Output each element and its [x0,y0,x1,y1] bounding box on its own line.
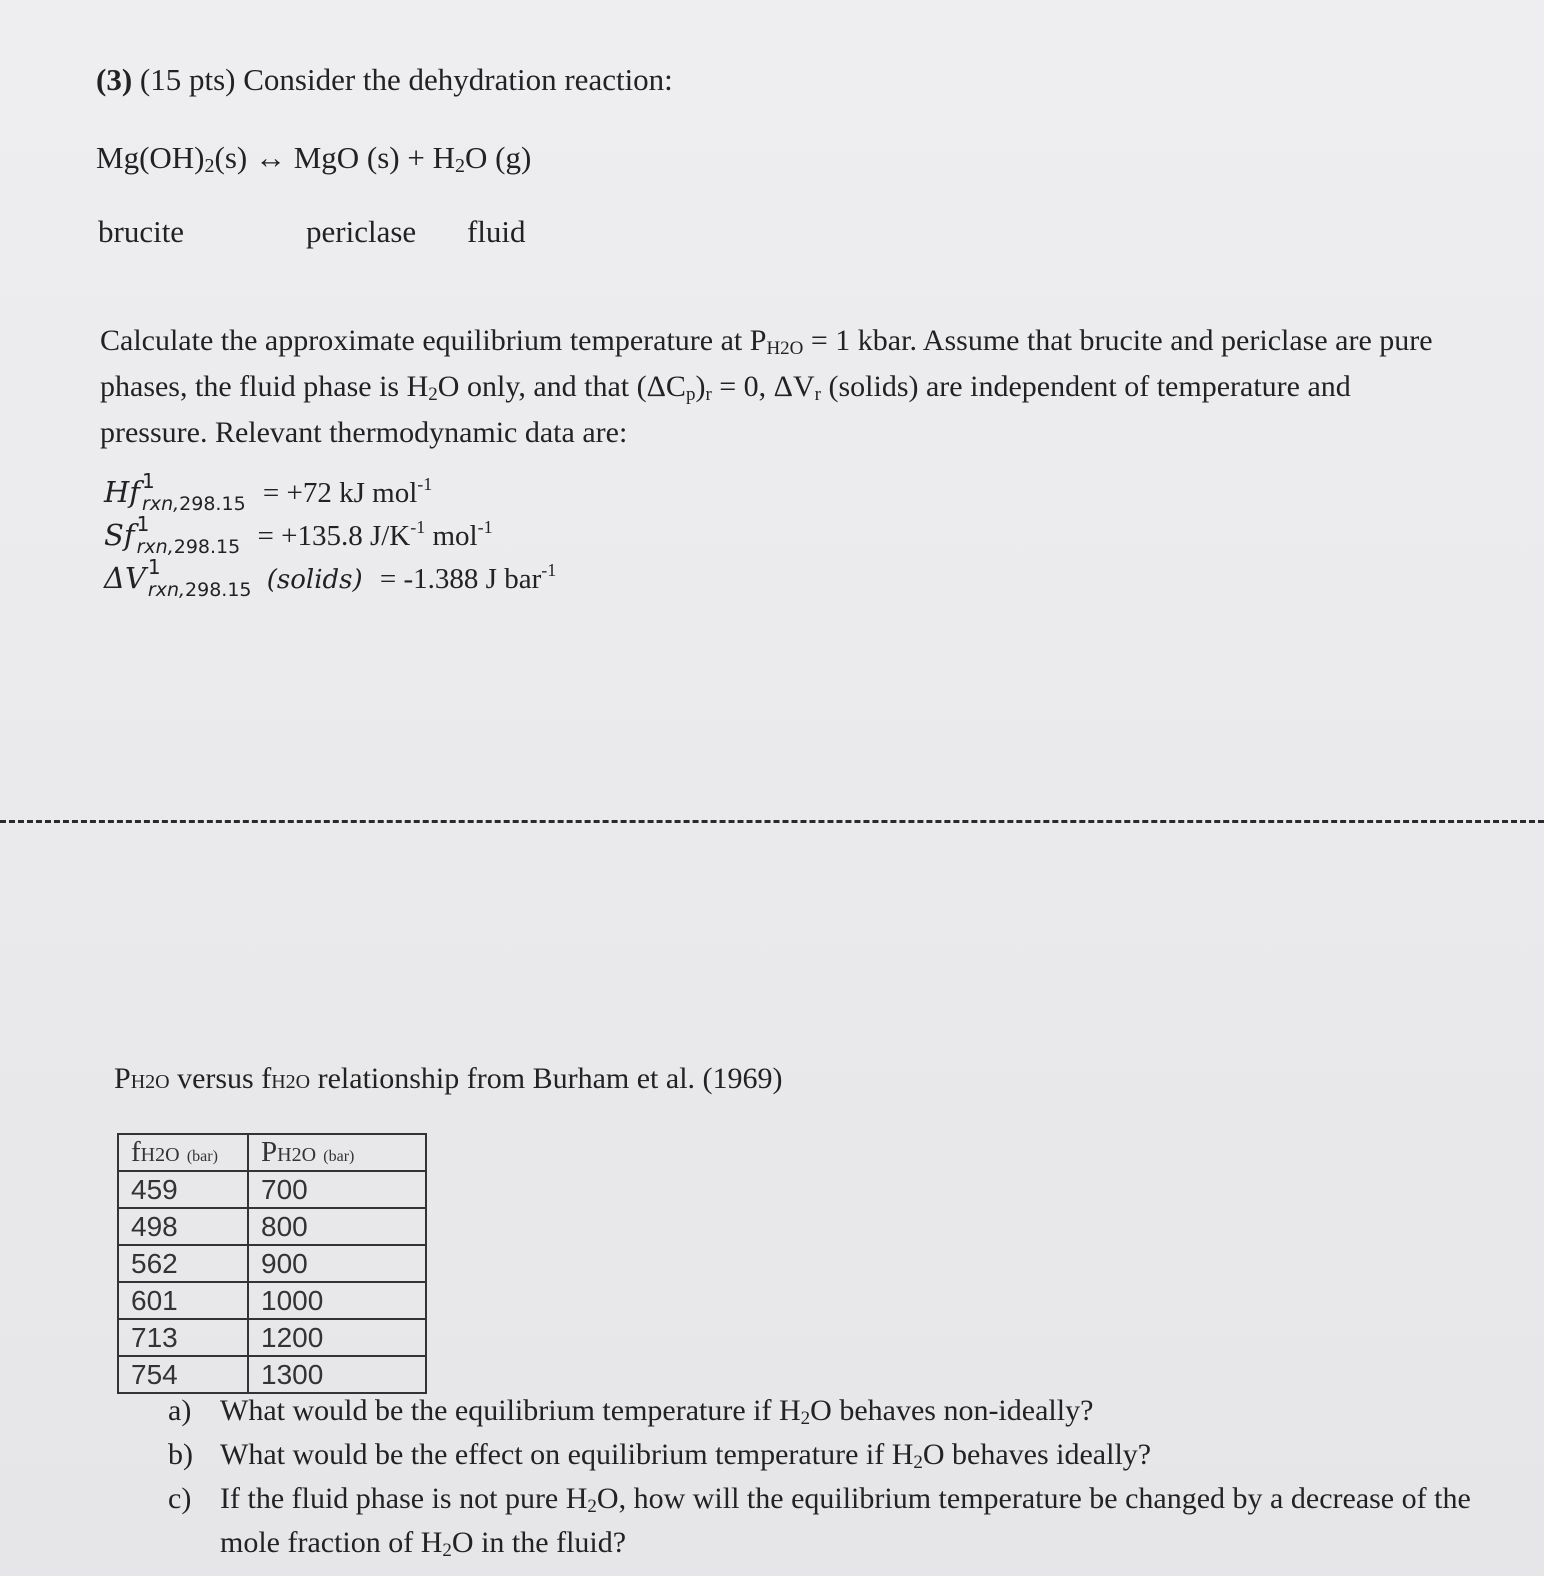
problem-instructions: Calculate the approximate equilibrium temperature at $P_{H2O} = 1$ kbar. Assume that brucite and periclase are pure phases, the fluid phase is $H_2O$ only, and that $(\Delta C_p)_r = 0$, $\Delta V_r$ (solids) are independent of temperature and pressure. Relevant thermodynamic data are: [100,324,1433,449]
entropy-equation: Sf 1 $_{rxn,298.15}$ = +135.8 $J/K^{-1}$ mol$^{-1}$ [104,512,493,558]
volume-equation: ΔV 1 $_{rxn,298.15}$ (solids) = -1.388 J bar$^{-1}$ [104,555,557,601]
table-cell: 713 [118,1319,248,1356]
problem-number: (3) [96,62,133,97]
table-row [118,1282,426,1319]
reaction-equation: $Mg(OH)_2(s)$ ↔ MgO $(s) + H_2O$ (g) [96,140,532,177]
table-row [118,1245,426,1282]
enthalpy-equation: Hf 1 $_{rxn,298.15}$ = +72 kJ mol$^{-1}$ [104,469,433,515]
dashed-divider [0,820,1544,823]
table-row [118,1319,426,1356]
phase-label-fluid: fluid [467,214,526,249]
table-cell: 498 [118,1208,248,1245]
header-pressure: PH2O (bar) [248,1134,426,1171]
table-cell: 700 [248,1171,426,1208]
table-cell: 800 [248,1208,426,1245]
fugacity-pressure-table [117,1133,427,1394]
table-cell: 459 [118,1171,248,1208]
table-header-row [118,1134,426,1171]
question-c: c) If the fluid phase is not pure $H_2O$, how will the equilibrium temperature be changed by a decrease of the mole fraction of $H_2O$ in the fluid? [168,1482,1471,1561]
table-row [118,1356,426,1393]
phase-label-periclase: periclase [306,214,417,249]
phase-label-brucite: brucite [98,214,185,249]
question-b: b) What would be the effect on equilibrium temperature if $H_2O$ behaves ideally? [168,1438,1152,1473]
table-cell: 754 [118,1356,248,1393]
table-cell: 1300 [248,1356,426,1393]
table-cell: 1000 [248,1282,426,1319]
question-a: a) What would be the equilibrium temperature if $H_2O$ behaves non-ideally? [168,1394,1094,1429]
table-cell: 562 [118,1245,248,1282]
questions-list [168,1393,1488,1569]
table-caption: PH2O versus fH2O relationship from Burham et al. (1969) [114,1062,783,1095]
problem-points: (15 pts) Consider the dehydration reaction: [139,62,673,97]
table-cell: 601 [118,1282,248,1319]
reversible-arrow-icon: ↔ [254,140,286,175]
table-row [118,1171,426,1208]
table-cell: 1200 [248,1319,426,1356]
table-cell: 900 [248,1245,426,1282]
table-row [118,1208,426,1245]
header-fugacity: fH2O (bar) [118,1134,248,1171]
problem-header [96,62,673,98]
